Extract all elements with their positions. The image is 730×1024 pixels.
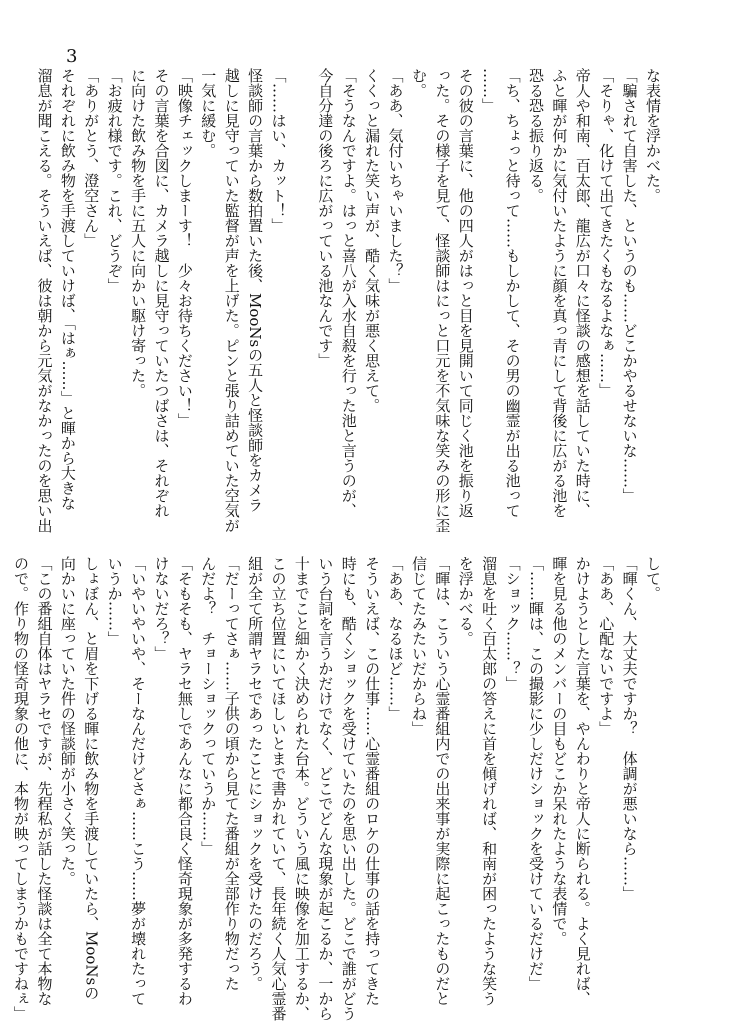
text-line: む。	[409, 68, 428, 98]
text-line: んだよ？ チョーショックっていうか……」	[199, 556, 218, 856]
text-line: いうか……」	[105, 556, 124, 646]
text-line: を浮かべる。	[456, 556, 475, 646]
text-line: 時にも、酷くショックを受けていたのを思い出した。どこで誰がどう	[339, 556, 358, 1021]
text-line: 暉を見る他のメンバーの目もどこか呆れたような表情で。	[550, 556, 569, 946]
text-line: それぞれに飲み物を手渡していけば、「はぁ……」と暉から大きな	[58, 68, 77, 511]
text-line: 恐る恐る振り返る。	[526, 68, 545, 203]
text-line: ので。作り物の怪奇現象の他に、本物が映ってしまうかもですねぇ」	[12, 556, 31, 1021]
text-line: 「ああ、気付いちゃいました？」	[386, 68, 405, 293]
text-line: くくっと漏れた笑い声が、酷く気味が悪く思えて。	[363, 68, 382, 413]
lower-text-column	[12, 556, 664, 1021]
text-line: ……」	[480, 68, 499, 113]
text-line: 「ありがとう、澄空さん」	[82, 68, 101, 248]
upper-text-column	[35, 68, 664, 533]
text-line: 「暉くん、大丈夫ですか？ 体調が悪いなら……」	[620, 556, 639, 901]
text-line: 「お疲れ様です。これ、どうぞ」	[105, 68, 124, 293]
text-line: ふと暉が何かに気付いたように顔を真っ青にして背後に広がる池を	[550, 68, 569, 518]
text-line: った。その様子を見て、怪談師はにっと口元を不気味な笑みの形に歪	[433, 68, 452, 533]
text-line: この立ち位置にいてほしいとまで書かれていて、長年続く人気心霊番	[269, 556, 288, 1021]
text-line: 「そうなんですよ。はっと喜八が入水自殺を行った池と言うのが、	[339, 68, 358, 518]
text-line: けないだろ？」	[152, 556, 171, 661]
text-line: 十までこと細かく決められた台本。どういう風に映像を加工するか、	[292, 556, 311, 1021]
text-line: 怪談師の言葉から数拍置いた後、MooNsの五人と怪談師をカメラ	[246, 68, 265, 513]
text-line: 「騙されて自害した、というのも……どこかやるせないな……」	[620, 68, 639, 503]
text-line: 「この番組自体はヤラセですが、先程私が話した怪談は全て本物な	[35, 556, 54, 1006]
text-line: な表情を浮かべた。	[644, 68, 662, 203]
text-line: 溜息が聞こえる。そういえば、彼は朝から元気がなかったのを思い出	[35, 68, 54, 533]
text-line: 溜息を吐く百太郎の答えに首を傾げれば、和南が困ったような笑う	[480, 556, 499, 1006]
text-line: 「ああ、心配ないですよ」	[597, 556, 616, 736]
text-line: 越しに見守っていた監督が声を上げた。ピンと張り詰めていた空気が	[222, 68, 241, 533]
text-line: いう台詞を言うかだけでなく、どこでどんな現象が起こるか、一から	[316, 556, 335, 1021]
text-line: 一気に緩む。	[199, 68, 218, 158]
text-line: に向けた飲み物を手に五人に向かい駆け寄った。	[129, 68, 148, 398]
text-line: 信じてたみたいだからね」	[409, 556, 428, 736]
text-line: 「ショック……？」	[503, 556, 522, 691]
text-line: 向かいに座っていた件の怪談師が小さく笑った。	[58, 556, 77, 886]
text-line: しょぼん、と眉を下げる暉に飲み物を手渡していたら、MooNsの	[82, 556, 101, 1001]
text-line: 「そもそも、ヤラセ無しであんなに都合良く怪奇現象が多発するわ	[175, 556, 194, 1006]
text-line: その彼の言葉に、他の四人がはっと目を見開いて同じく池を振り返	[456, 68, 475, 518]
text-line: 組が全て所謂ヤラセであったことにショックを受けたのだろう。	[246, 556, 265, 991]
text-line: 「……暉は、この撮影に少しだけショックを受けているだけだ」	[526, 556, 545, 991]
text-line: 帝人や和南、百太郎、龍広が口々に怪談の感想を話していた時に、	[573, 68, 592, 518]
text-line	[290, 68, 313, 502]
text-line: かけようとした言葉を、やんわりと帝人に断られる。よく見れば、	[573, 556, 592, 1006]
text-line: その言葉を合図に、カメラ越しに見守っていたつばさは、それぞれ	[152, 68, 171, 518]
text-line: 「……はい、カット！」	[269, 68, 288, 233]
text-line: 「だーってさぁ……子供の頃から見てた番組が全部作り物だった	[222, 556, 241, 991]
text-line: 「映像チェックしまーす！ 少々お待ちください！」	[175, 68, 194, 428]
text-line: 「ち、ちょっと待って……もしかして、その男の幽霊が出る池って	[503, 68, 522, 518]
text-line: 「いやいやいや、そーなんだけどさぁ……こう……夢が壊れたって	[129, 556, 148, 1006]
text-line: して。	[644, 556, 662, 601]
text-line: そういえば、この仕事……心霊番組のロケの仕事の話を持ってきた	[363, 556, 382, 1006]
text-line: 「ああ、なるほど……」	[386, 556, 405, 721]
page-number: 3	[66, 46, 78, 67]
text-line: 今自分達の後ろに広がっている池なんです」	[316, 68, 335, 368]
text-line: 「暉は、こういう心霊番組内での出来事が実際に起こったものだと	[433, 556, 452, 1006]
text-line: 「そりゃ、化けて出てきたくもなるよなぁ……」	[597, 68, 616, 398]
